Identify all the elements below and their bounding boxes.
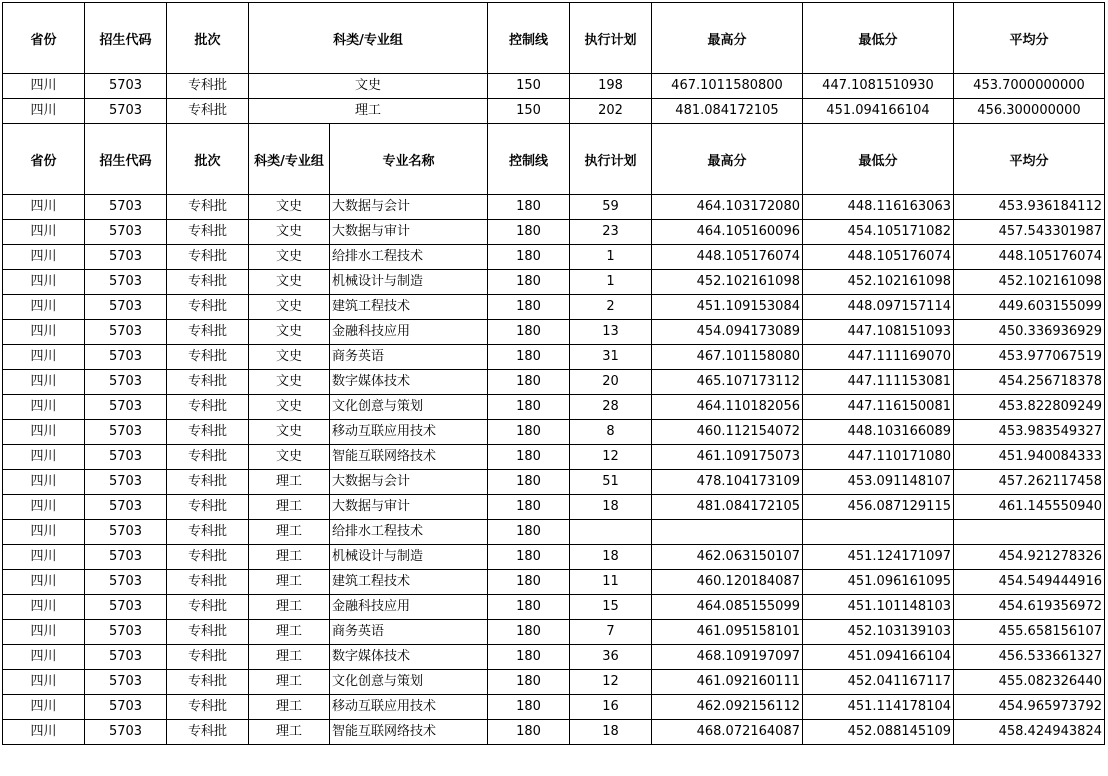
line-cell: 180	[488, 195, 570, 220]
batch-cell: 专科批	[167, 670, 249, 695]
province-cell: 四川	[3, 320, 85, 345]
min-cell: 447.111169070	[803, 345, 954, 370]
batch-cell: 专科批	[167, 420, 249, 445]
avg-cell: 453.936184112	[954, 195, 1105, 220]
table-row	[3, 445, 1105, 470]
table-row	[3, 420, 1105, 445]
major-cell: 智能互联网络技术	[330, 445, 488, 470]
table-row	[3, 370, 1105, 395]
group-cell: 文史	[249, 370, 330, 395]
min-cell: 456.087129115	[803, 495, 954, 520]
table-row	[3, 270, 1105, 295]
province-cell: 四川	[3, 220, 85, 245]
code-cell: 5703	[85, 195, 167, 220]
code-cell: 5703	[85, 670, 167, 695]
plan-cell: 7	[570, 620, 652, 645]
group-cell: 文史	[249, 245, 330, 270]
line-cell: 180	[488, 470, 570, 495]
max-cell	[652, 520, 803, 545]
group-cell: 理工	[249, 470, 330, 495]
batch-cell: 专科批	[167, 345, 249, 370]
plan-cell: 2	[570, 295, 652, 320]
line-cell: 180	[488, 670, 570, 695]
code-cell: 5703	[85, 595, 167, 620]
avg-cell: 458.424943824	[954, 720, 1105, 745]
group-cell: 文史	[249, 74, 488, 99]
major-cell: 商务英语	[330, 620, 488, 645]
min-cell	[803, 520, 954, 545]
major-cell: 文化创意与策划	[330, 670, 488, 695]
code-cell: 5703	[85, 99, 167, 124]
batch-cell: 专科批	[167, 445, 249, 470]
table-row	[3, 645, 1105, 670]
header-cell: 招生代码	[85, 3, 167, 74]
province-cell: 四川	[3, 370, 85, 395]
avg-cell: 454.549444916	[954, 570, 1105, 595]
province-cell: 四川	[3, 245, 85, 270]
batch-cell: 专科批	[167, 99, 249, 124]
group-cell: 理工	[249, 720, 330, 745]
table-row	[3, 720, 1105, 745]
batch-cell: 专科批	[167, 645, 249, 670]
major-cell: 智能互联网络技术	[330, 720, 488, 745]
avg-cell: 461.145550940	[954, 495, 1105, 520]
max-cell: 452.102161098	[652, 270, 803, 295]
province-cell: 四川	[3, 420, 85, 445]
line-cell: 180	[488, 445, 570, 470]
avg-cell: 455.082326440	[954, 670, 1105, 695]
batch-cell: 专科批	[167, 570, 249, 595]
group-cell: 理工	[249, 670, 330, 695]
max-cell: 461.095158101	[652, 620, 803, 645]
table-row	[3, 670, 1105, 695]
group-cell: 理工	[249, 695, 330, 720]
code-cell: 5703	[85, 345, 167, 370]
plan-cell: 202	[570, 99, 652, 124]
header-cell: 专业名称	[330, 124, 488, 195]
major-cell: 机械设计与制造	[330, 545, 488, 570]
major-cell: 机械设计与制造	[330, 270, 488, 295]
batch-cell: 专科批	[167, 595, 249, 620]
table-row	[3, 245, 1105, 270]
province-cell: 四川	[3, 695, 85, 720]
code-cell: 5703	[85, 270, 167, 295]
table-row	[3, 295, 1105, 320]
min-cell: 451.094166104	[803, 645, 954, 670]
avg-cell: 457.262117458	[954, 470, 1105, 495]
header-cell: 招生代码	[85, 124, 167, 195]
plan-cell: 28	[570, 395, 652, 420]
summary-row	[3, 74, 1105, 99]
header-cell: 最高分	[652, 3, 803, 74]
header-cell: 科类/专业组	[249, 3, 488, 74]
table-row	[3, 695, 1105, 720]
major-cell: 金融科技应用	[330, 320, 488, 345]
code-cell: 5703	[85, 495, 167, 520]
code-cell: 5703	[85, 295, 167, 320]
group-cell: 理工	[249, 645, 330, 670]
header-cell: 最低分	[803, 124, 954, 195]
major-cell: 大数据与审计	[330, 495, 488, 520]
max-cell: 464.085155099	[652, 595, 803, 620]
max-cell: 460.120184087	[652, 570, 803, 595]
code-cell: 5703	[85, 720, 167, 745]
min-cell: 447.116150081	[803, 395, 954, 420]
code-cell: 5703	[85, 370, 167, 395]
line-cell: 180	[488, 370, 570, 395]
avg-cell: 450.336936929	[954, 320, 1105, 345]
avg-cell: 453.822809249	[954, 395, 1105, 420]
major-cell: 建筑工程技术	[330, 295, 488, 320]
min-cell: 451.101148103	[803, 595, 954, 620]
major-cell: 金融科技应用	[330, 595, 488, 620]
major-cell: 给排水工程技术	[330, 245, 488, 270]
batch-cell: 专科批	[167, 295, 249, 320]
code-cell: 5703	[85, 645, 167, 670]
group-cell: 理工	[249, 545, 330, 570]
batch-cell: 专科批	[167, 74, 249, 99]
table-row	[3, 320, 1105, 345]
code-cell: 5703	[85, 520, 167, 545]
province-cell: 四川	[3, 445, 85, 470]
line-cell: 180	[488, 420, 570, 445]
province-cell: 四川	[3, 645, 85, 670]
province-cell: 四川	[3, 545, 85, 570]
code-cell: 5703	[85, 445, 167, 470]
batch-cell: 专科批	[167, 220, 249, 245]
plan-cell: 11	[570, 570, 652, 595]
group-cell: 文史	[249, 395, 330, 420]
group-cell: 文史	[249, 420, 330, 445]
group-cell: 文史	[249, 195, 330, 220]
table-row	[3, 595, 1105, 620]
min-cell: 448.097157114	[803, 295, 954, 320]
max-cell: 478.104173109	[652, 470, 803, 495]
province-cell: 四川	[3, 495, 85, 520]
avg-cell: 454.256718378	[954, 370, 1105, 395]
province-cell: 四川	[3, 99, 85, 124]
plan-cell: 8	[570, 420, 652, 445]
header-cell: 科类/专业组	[249, 124, 330, 195]
min-cell: 452.088145109	[803, 720, 954, 745]
min-cell: 447.1081510930	[803, 74, 954, 99]
line-cell: 150	[488, 74, 570, 99]
header-cell: 控制线	[488, 124, 570, 195]
min-cell: 451.124171097	[803, 545, 954, 570]
table-row	[3, 195, 1105, 220]
line-cell: 180	[488, 295, 570, 320]
max-cell: 464.103172080	[652, 195, 803, 220]
plan-cell: 59	[570, 195, 652, 220]
plan-cell: 23	[570, 220, 652, 245]
province-cell: 四川	[3, 395, 85, 420]
line-cell: 180	[488, 620, 570, 645]
avg-cell: 452.102161098	[954, 270, 1105, 295]
province-cell: 四川	[3, 270, 85, 295]
min-cell: 447.108151093	[803, 320, 954, 345]
avg-cell: 457.543301987	[954, 220, 1105, 245]
major-cell: 数字媒体技术	[330, 370, 488, 395]
code-cell: 5703	[85, 220, 167, 245]
max-cell: 467.1011580800	[652, 74, 803, 99]
group-cell: 文史	[249, 295, 330, 320]
province-cell: 四川	[3, 74, 85, 99]
province-cell: 四川	[3, 720, 85, 745]
header-cell: 执行计划	[570, 3, 652, 74]
group-cell: 理工	[249, 595, 330, 620]
group-cell: 理工	[249, 99, 488, 124]
major-cell: 移动互联应用技术	[330, 420, 488, 445]
summary-header-row	[3, 3, 1105, 74]
avg-cell: 453.983549327	[954, 420, 1105, 445]
line-cell: 180	[488, 720, 570, 745]
avg-cell: 449.603155099	[954, 295, 1105, 320]
batch-cell: 专科批	[167, 695, 249, 720]
header-cell: 平均分	[954, 124, 1105, 195]
plan-cell: 18	[570, 495, 652, 520]
major-cell: 商务英语	[330, 345, 488, 370]
province-cell: 四川	[3, 520, 85, 545]
avg-cell: 456.300000000	[954, 99, 1105, 124]
code-cell: 5703	[85, 470, 167, 495]
group-cell: 文史	[249, 320, 330, 345]
min-cell: 452.103139103	[803, 620, 954, 645]
group-cell: 文史	[249, 270, 330, 295]
max-cell: 465.107173112	[652, 370, 803, 395]
plan-cell: 1	[570, 270, 652, 295]
code-cell: 5703	[85, 245, 167, 270]
table-row	[3, 470, 1105, 495]
min-cell: 451.096161095	[803, 570, 954, 595]
plan-cell: 198	[570, 74, 652, 99]
line-cell: 180	[488, 595, 570, 620]
province-cell: 四川	[3, 670, 85, 695]
plan-cell: 36	[570, 645, 652, 670]
province-cell: 四川	[3, 620, 85, 645]
code-cell: 5703	[85, 320, 167, 345]
header-cell: 批次	[167, 124, 249, 195]
avg-cell: 453.977067519	[954, 345, 1105, 370]
header-cell: 省份	[3, 124, 85, 195]
avg-cell: 448.105176074	[954, 245, 1105, 270]
avg-cell: 454.619356972	[954, 595, 1105, 620]
line-cell: 180	[488, 345, 570, 370]
summary-row	[3, 99, 1105, 124]
max-cell: 468.072164087	[652, 720, 803, 745]
group-cell: 文史	[249, 220, 330, 245]
table-row	[3, 395, 1105, 420]
header-cell: 省份	[3, 3, 85, 74]
batch-cell: 专科批	[167, 545, 249, 570]
line-cell: 180	[488, 495, 570, 520]
major-cell: 文化创意与策划	[330, 395, 488, 420]
min-cell: 453.091148107	[803, 470, 954, 495]
line-cell: 180	[488, 520, 570, 545]
code-cell: 5703	[85, 545, 167, 570]
max-cell: 461.109175073	[652, 445, 803, 470]
min-cell: 451.094166104	[803, 99, 954, 124]
province-cell: 四川	[3, 295, 85, 320]
min-cell: 451.114178104	[803, 695, 954, 720]
line-cell: 180	[488, 320, 570, 345]
major-cell: 移动互联应用技术	[330, 695, 488, 720]
line-cell: 180	[488, 545, 570, 570]
max-cell: 448.105176074	[652, 245, 803, 270]
max-cell: 464.110182056	[652, 395, 803, 420]
major-cell: 数字媒体技术	[330, 645, 488, 670]
table-row	[3, 570, 1105, 595]
min-cell: 447.111153081	[803, 370, 954, 395]
min-cell: 452.102161098	[803, 270, 954, 295]
batch-cell: 专科批	[167, 245, 249, 270]
plan-cell: 15	[570, 595, 652, 620]
line-cell: 180	[488, 270, 570, 295]
max-cell: 481.084172105	[652, 99, 803, 124]
batch-cell: 专科批	[167, 270, 249, 295]
code-cell: 5703	[85, 395, 167, 420]
max-cell: 462.063150107	[652, 545, 803, 570]
batch-cell: 专科批	[167, 395, 249, 420]
avg-cell: 454.965973792	[954, 695, 1105, 720]
province-cell: 四川	[3, 345, 85, 370]
province-cell: 四川	[3, 595, 85, 620]
code-cell: 5703	[85, 620, 167, 645]
major-cell: 大数据与会计	[330, 195, 488, 220]
batch-cell: 专科批	[167, 495, 249, 520]
plan-cell: 13	[570, 320, 652, 345]
min-cell: 447.110171080	[803, 445, 954, 470]
table-row	[3, 495, 1105, 520]
group-cell: 文史	[249, 345, 330, 370]
header-cell: 控制线	[488, 3, 570, 74]
max-cell: 462.092156112	[652, 695, 803, 720]
header-cell: 最高分	[652, 124, 803, 195]
major-cell: 大数据与会计	[330, 470, 488, 495]
max-cell: 467.101158080	[652, 345, 803, 370]
code-cell: 5703	[85, 74, 167, 99]
major-cell: 建筑工程技术	[330, 570, 488, 595]
admission-score-table	[2, 2, 1105, 745]
batch-cell: 专科批	[167, 520, 249, 545]
group-cell: 文史	[249, 445, 330, 470]
major-cell: 给排水工程技术	[330, 520, 488, 545]
line-cell: 180	[488, 220, 570, 245]
plan-cell: 18	[570, 720, 652, 745]
avg-cell	[954, 520, 1105, 545]
group-cell: 理工	[249, 570, 330, 595]
min-cell: 454.105171082	[803, 220, 954, 245]
line-cell: 180	[488, 395, 570, 420]
group-cell: 理工	[249, 620, 330, 645]
plan-cell: 12	[570, 445, 652, 470]
header-cell: 批次	[167, 3, 249, 74]
table-row	[3, 545, 1105, 570]
avg-cell: 455.658156107	[954, 620, 1105, 645]
avg-cell: 456.533661327	[954, 645, 1105, 670]
min-cell: 452.041167117	[803, 670, 954, 695]
batch-cell: 专科批	[167, 470, 249, 495]
detail-rows	[3, 195, 1105, 745]
min-cell: 448.105176074	[803, 245, 954, 270]
line-cell: 180	[488, 695, 570, 720]
avg-cell: 451.940084333	[954, 445, 1105, 470]
table-row	[3, 345, 1105, 370]
plan-cell	[570, 520, 652, 545]
header-cell: 最低分	[803, 3, 954, 74]
code-cell: 5703	[85, 570, 167, 595]
batch-cell: 专科批	[167, 195, 249, 220]
avg-cell: 453.7000000000	[954, 74, 1105, 99]
plan-cell: 51	[570, 470, 652, 495]
province-cell: 四川	[3, 570, 85, 595]
plan-cell: 1	[570, 245, 652, 270]
max-cell: 454.094173089	[652, 320, 803, 345]
province-cell: 四川	[3, 470, 85, 495]
avg-cell: 454.921278326	[954, 545, 1105, 570]
batch-cell: 专科批	[167, 620, 249, 645]
batch-cell: 专科批	[167, 720, 249, 745]
max-cell: 468.109197097	[652, 645, 803, 670]
header-cell: 平均分	[954, 3, 1105, 74]
batch-cell: 专科批	[167, 320, 249, 345]
code-cell: 5703	[85, 695, 167, 720]
max-cell: 461.092160111	[652, 670, 803, 695]
max-cell: 481.084172105	[652, 495, 803, 520]
plan-cell: 16	[570, 695, 652, 720]
line-cell: 180	[488, 645, 570, 670]
header-cell: 执行计划	[570, 124, 652, 195]
group-cell: 理工	[249, 520, 330, 545]
plan-cell: 18	[570, 545, 652, 570]
plan-cell: 12	[570, 670, 652, 695]
table-row	[3, 520, 1105, 545]
max-cell: 451.109153084	[652, 295, 803, 320]
min-cell: 448.116163063	[803, 195, 954, 220]
code-cell: 5703	[85, 420, 167, 445]
table-row	[3, 620, 1105, 645]
max-cell: 464.105160096	[652, 220, 803, 245]
line-cell: 150	[488, 99, 570, 124]
plan-cell: 31	[570, 345, 652, 370]
major-cell: 大数据与审计	[330, 220, 488, 245]
line-cell: 180	[488, 245, 570, 270]
plan-cell: 20	[570, 370, 652, 395]
table-row	[3, 220, 1105, 245]
max-cell: 460.112154072	[652, 420, 803, 445]
min-cell: 448.103166089	[803, 420, 954, 445]
province-cell: 四川	[3, 195, 85, 220]
detail-header-row	[3, 124, 1105, 195]
group-cell: 理工	[249, 495, 330, 520]
batch-cell: 专科批	[167, 370, 249, 395]
line-cell: 180	[488, 570, 570, 595]
